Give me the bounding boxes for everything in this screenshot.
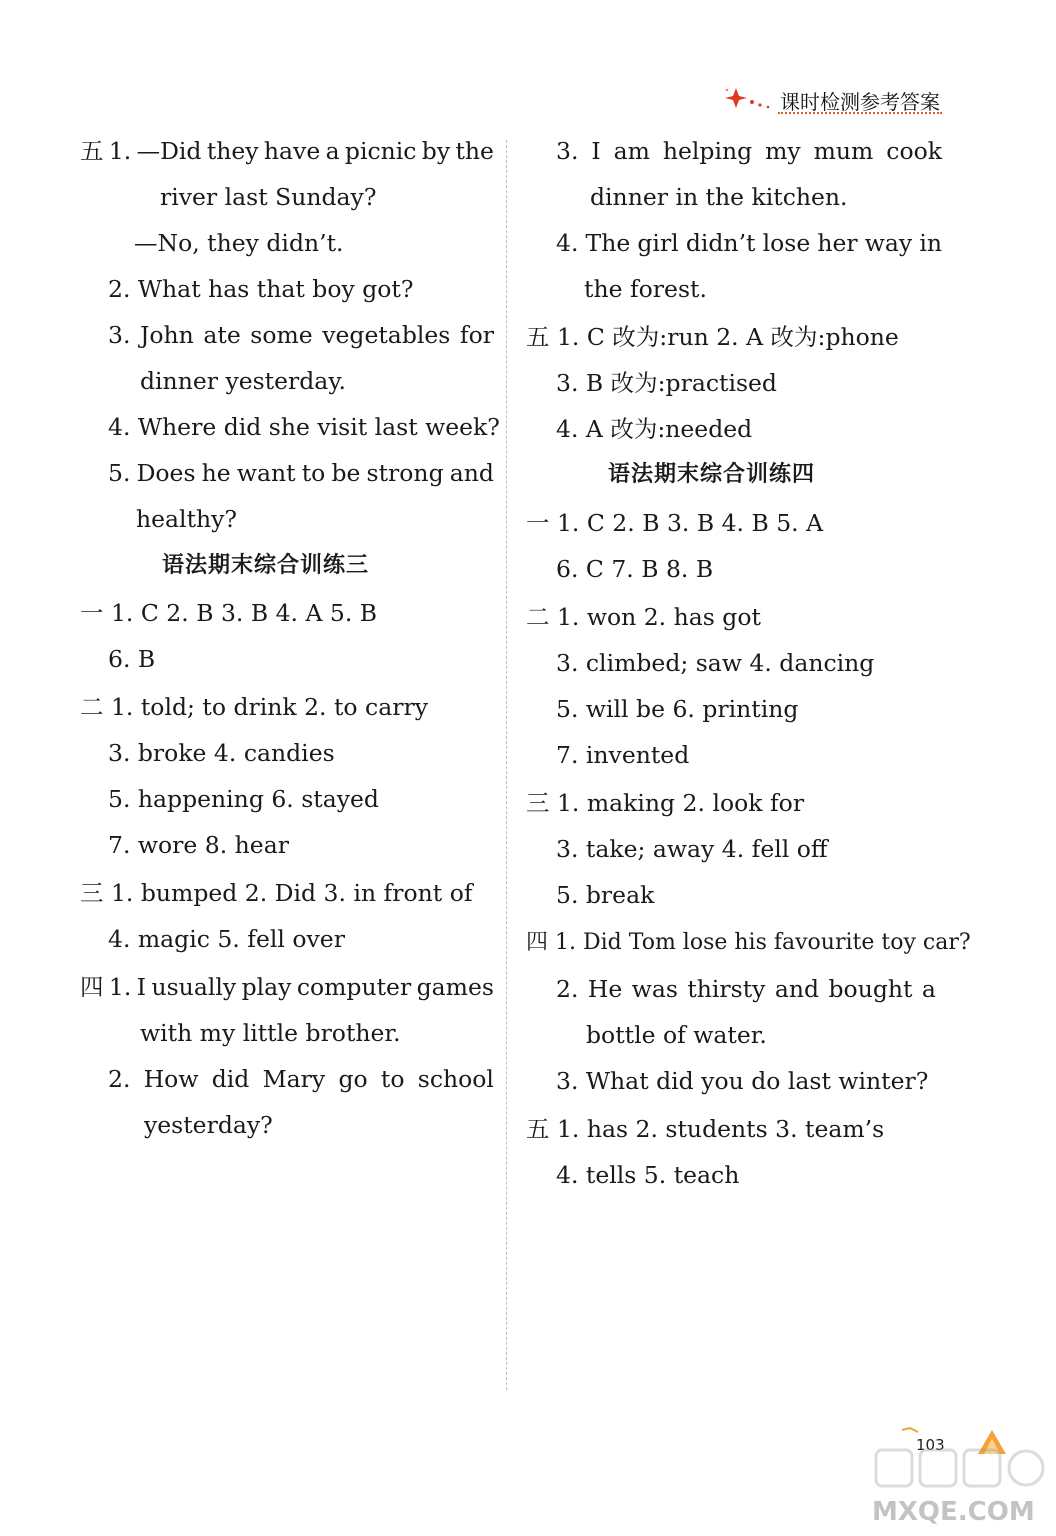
word: they (206, 137, 259, 165)
word: thirsty (687, 975, 766, 1003)
word: ate (203, 321, 241, 349)
answer-line: 二 1. told; to drink 2. to carry (80, 693, 428, 721)
word: 5. (108, 459, 131, 487)
word: to (380, 1065, 405, 1093)
answer-line: 6. C 7. B 8. B (556, 555, 714, 583)
word: some (250, 321, 313, 349)
answer-line: with my little brother. (140, 1019, 401, 1047)
word: in (919, 229, 942, 257)
watermark-logo (868, 1446, 1048, 1530)
word: a (325, 137, 340, 165)
answer-line: 4. A 改为:needed (556, 415, 753, 443)
word: by (421, 137, 451, 165)
word: 3. (556, 137, 579, 165)
answer-line: 三 1. bumped 2. Did 3. in front of (80, 879, 473, 907)
answer-line: 三 1. making 2. look for (526, 789, 805, 817)
answer-line: 3. B 改为:practised (556, 369, 777, 397)
word: cook (886, 137, 942, 165)
answer-line (108, 320, 494, 350)
word: and (774, 975, 820, 1003)
word: go (338, 1065, 368, 1093)
word: —Did (136, 137, 202, 165)
word: and (449, 459, 494, 487)
answer-line: yesterday? (144, 1111, 273, 1139)
word: Does (136, 459, 196, 487)
word: the (455, 137, 494, 165)
word: 4. (556, 229, 579, 257)
answer-line: 3. What did you do last winter? (556, 1067, 929, 1095)
word: mum (813, 137, 874, 165)
word: to (301, 459, 326, 487)
word: way (864, 229, 913, 257)
word: He (587, 975, 623, 1003)
word: am (613, 137, 650, 165)
answer-line (108, 458, 494, 488)
word: school (417, 1065, 494, 1093)
column-divider (506, 140, 507, 1390)
answer-line: 4. Where did she visit last week? (108, 413, 500, 441)
running-header (718, 84, 944, 116)
word: I (136, 973, 147, 1001)
answer-line (80, 972, 494, 1002)
word: 2. (108, 1065, 131, 1093)
word: her (817, 229, 858, 257)
word: for (459, 321, 494, 349)
word: 3. (108, 321, 131, 349)
answer-line: 6. B (108, 645, 156, 673)
answer-line (556, 974, 936, 1004)
answer-line: 五 1. has 2. students 3. team’s (526, 1115, 885, 1143)
svg-text:MXQE.COM: MXQE.COM (872, 1497, 1035, 1527)
word: 五 (80, 137, 104, 165)
word: want (236, 459, 296, 487)
answer-line: 五 1. C 改为:run 2. A 改为:phone (526, 323, 899, 351)
section-heading: 语法期末综合训练四 (608, 462, 816, 487)
word: was (631, 975, 678, 1003)
answer-line (108, 1064, 494, 1094)
word: didn’t (685, 229, 756, 257)
word: play (241, 973, 292, 1001)
word: vegetables (322, 321, 451, 349)
answer-line: 4. tells 5. teach (556, 1161, 740, 1189)
word: I (591, 137, 601, 165)
header-dotted-underline (778, 112, 942, 114)
word: The (585, 229, 631, 257)
answer-line (556, 136, 942, 166)
answer-line (80, 136, 494, 166)
word: he (201, 459, 231, 487)
word: Mary (262, 1065, 326, 1093)
answer-line (556, 228, 942, 258)
word: John (139, 321, 194, 349)
answer-line: 一 1. C 2. B 3. B 4. B 5. A (526, 509, 824, 537)
answer-line: 5. will be 6. printing (556, 695, 799, 723)
answer-line: 四 1. Did Tom lose his favourite toy car? (526, 930, 971, 955)
answer-line: the forest. (584, 275, 707, 303)
page-number: 103 (916, 1436, 945, 1454)
word: a (921, 975, 936, 1003)
word: games (416, 973, 494, 1001)
word: How (143, 1065, 199, 1093)
word: strong (366, 459, 444, 487)
answer-line: river last Sunday? (160, 183, 377, 211)
answer-line: 4. magic 5. fell over (108, 925, 345, 953)
answer-line: healthy? (136, 505, 238, 533)
answer-line: 5. happening 6. stayed (108, 785, 379, 813)
answer-line: 3. broke 4. candies (108, 739, 335, 767)
word: usually (151, 973, 237, 1001)
word: did (211, 1065, 250, 1093)
answer-line: 7. wore 8. hear (108, 831, 289, 859)
section-heading: 语法期末综合训练三 (162, 553, 370, 578)
answer-line: 3. climbed; saw 4. dancing (556, 649, 875, 677)
answer-line: 3. take; away 4. fell off (556, 835, 828, 863)
answer-line: 2. What has that boy got? (108, 275, 414, 303)
answer-line: dinner yesterday. (140, 367, 346, 395)
word: bought (828, 975, 913, 1003)
word: 2. (556, 975, 579, 1003)
word: lose (762, 229, 811, 257)
answer-line: 5. break (556, 881, 655, 909)
word: helping (662, 137, 753, 165)
answer-line: 一 1. C 2. B 3. B 4. A 5. B (80, 599, 378, 627)
word: my (765, 137, 801, 165)
word: picnic (344, 137, 417, 165)
answer-line: dinner in the kitchen. (590, 183, 848, 211)
word: 四 (80, 973, 104, 1001)
word: computer (296, 973, 412, 1001)
answer-line: 7. invented (556, 741, 690, 769)
word: 1. (108, 137, 132, 165)
sparkle-stars-icon (718, 84, 778, 114)
header-title: 课时检测参考答案 (780, 90, 940, 114)
word: have (263, 137, 321, 165)
answer-line: bottle of water. (586, 1021, 767, 1049)
word: 1. (108, 973, 132, 1001)
word: be (331, 459, 361, 487)
answer-line: —No, they didn’t. (134, 229, 344, 257)
answer-line: 二 1. won 2. has got (526, 603, 761, 631)
word: girl (637, 229, 679, 257)
